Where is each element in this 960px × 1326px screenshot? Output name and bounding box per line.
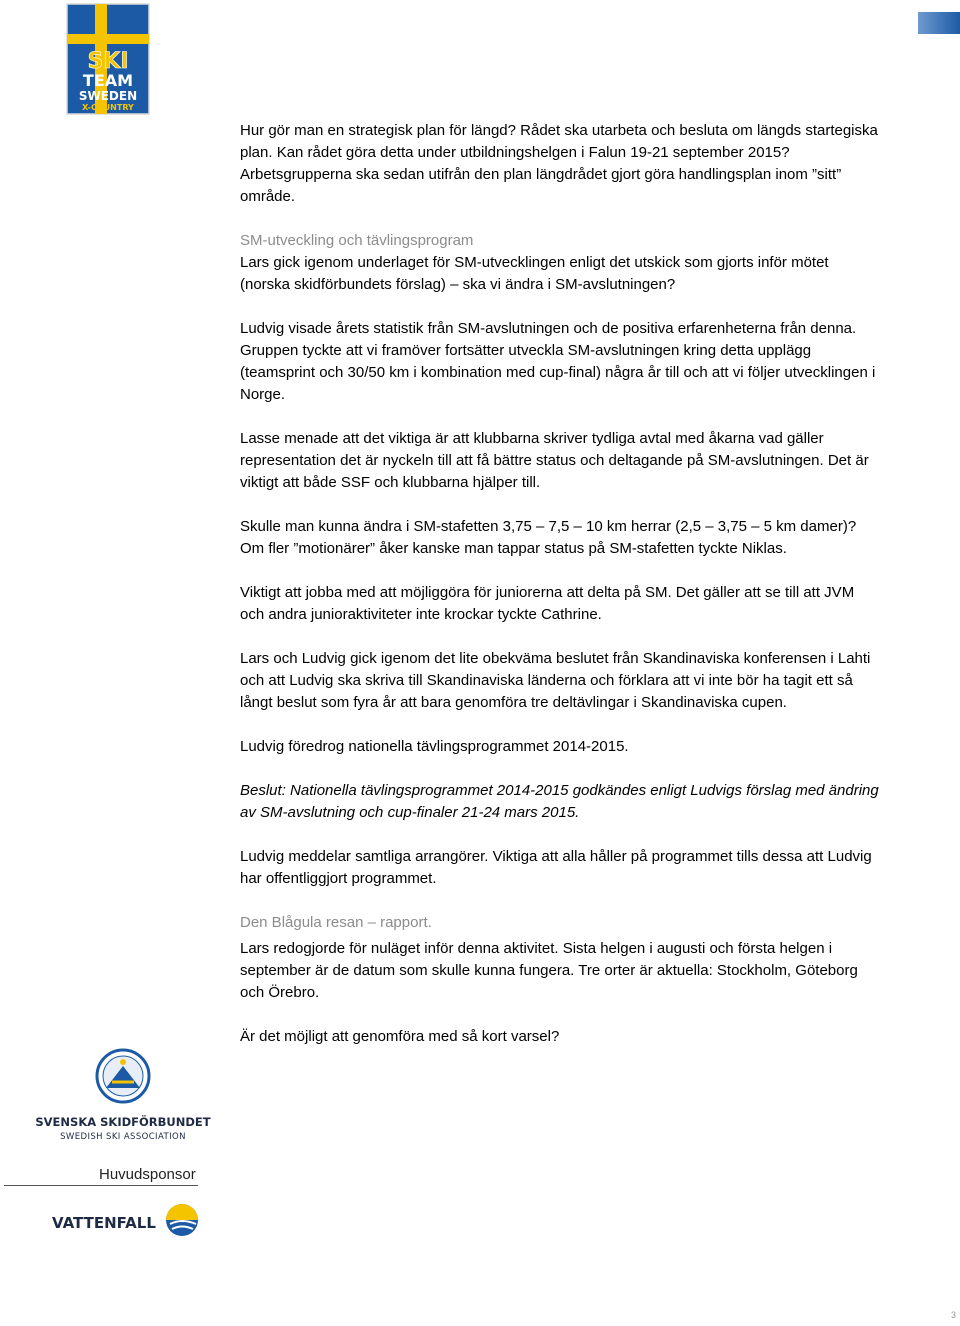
paragraph-organizers: Ludvig meddelar samtliga arrangörer. Viktiga att alla håller på programmet tills dessa att Ludvig har offentliggjort programmet. xyxy=(240,848,872,887)
svg-text:SWEDISH SKI ASSOCIATION: SWEDISH SKI ASSOCIATION xyxy=(60,1132,186,1142)
paragraph-decision: Beslut: Nationella tävlingsprogrammet 2014-2015 godkändes enligt Ludvigs förslag med ändring av SM-avslutning och cup-finaler 21-24 mars 2015. xyxy=(240,782,879,821)
paragraph-short-notice: Är det möjligt att genomföra med så kort varsel? xyxy=(240,1028,560,1045)
sponsor-label: Huvudsponsor xyxy=(99,1166,196,1183)
ski-team-sweden-logo xyxy=(67,4,149,114)
vattenfall-logo xyxy=(50,1200,200,1240)
paragraph-competition-program: Ludvig föredrog nationella tävlingsprogrammet 2014-2015. xyxy=(240,738,629,755)
ssf-emblem-icon xyxy=(97,1050,149,1102)
svg-text:SVENSKA SKIDFÖRBUNDET: SVENSKA SKIDFÖRBUNDET xyxy=(35,1115,211,1129)
svg-text:SKI: SKI xyxy=(87,49,129,74)
section-heading-sm: SM-utveckling och tävlingsprogram xyxy=(240,232,474,249)
paragraph-strategic-plan: Hur gör man en strategisk plan för längd? Rådet ska utarbeta och besluta om längds startegiska plan. Kan rådet göra detta under utbildningshelgen i Falun 19-21 september 2015? Arbetsgrupperna ska sedan utifrån den plan längdrådet gjort göra handlingsplan inom ”sitt” område. xyxy=(240,122,878,205)
ssf-logo xyxy=(35,1048,211,1143)
paragraph-sm-statistics: Ludvig visade årets statistik från SM-avslutningen och de positiva erfarenheterna från denna. Gruppen tyckte att vi framöver fortsätter utveckla SM-avslutningen kring detta upplägg (teamsprint och 30/50 km i kombination med cup-final) några år till och att vi följer utvecklingen i Norge. xyxy=(240,320,876,403)
sponsor-divider xyxy=(4,1185,198,1186)
svg-text:TEAM: TEAM xyxy=(82,71,134,90)
page-number: 3 xyxy=(950,1310,956,1320)
svg-text:VATTENFALL: VATTENFALL xyxy=(52,1214,156,1232)
svg-text:X-COUNTRY: X-COUNTRY xyxy=(82,103,134,112)
paragraph-club-agreements: Lasse menade att det viktiga är att klubbarna skriver tydliga avtal med åkarna vad gäller representation det är nyckeln till att få bättre status och deltagande på SM-avslutningen. Det är viktigt att både SSF och klubbarna hjälper till. xyxy=(240,430,869,491)
paragraph-juniors: Viktigt att jobba med att möjliggöra för juniorerna att delta på SM. Det gäller att se till att JVM och andra junioraktiviteter inte krockar tyckte Cathrine. xyxy=(240,584,855,623)
paragraph-blagula-status: Lars redogjorde för nuläget inför denna aktivitet. Sista helgen i augusti och första helgen i september är de datum som skulle kunna fungera. Tre orter är aktuella: Stockholm, Göteborg och Örebro. xyxy=(240,940,858,1001)
paragraph-scandinavian-cup: Lars och Ludvig gick igenom det lite obekväma beslutet från Skandinaviska konferensen i Lahti och att Ludvig ska skriva till Skandinaviska länderna och förklara att vi inte bör ha tagit ett så långt beslut som fyra år att bara genomföra tre deltävlingar i Skandinaviska cupen. xyxy=(240,650,871,711)
svg-text:SWEDEN: SWEDEN xyxy=(78,89,138,103)
header-bar xyxy=(918,12,960,34)
paragraph-relay: Skulle man kunna ändra i SM-stafetten 3,75 – 7,5 – 10 km herrar (2,5 – 3,75 – 5 km damer)? Om fler ”motionärer” åker kanske man tappar status på SM-stafetten tyckte Niklas. xyxy=(240,518,857,557)
section-heading-blagula: Den Blågula resan – rapport. xyxy=(240,914,432,931)
document-body xyxy=(240,120,880,1070)
paragraph-sm-material: Lars gick igenom underlaget för SM-utvecklingen enligt det utskick som gjorts inför mötet (norska skidförbundets förslag) – ska vi ändra i SM-avslutningen? xyxy=(240,254,829,293)
vattenfall-sun-icon xyxy=(166,1204,198,1236)
